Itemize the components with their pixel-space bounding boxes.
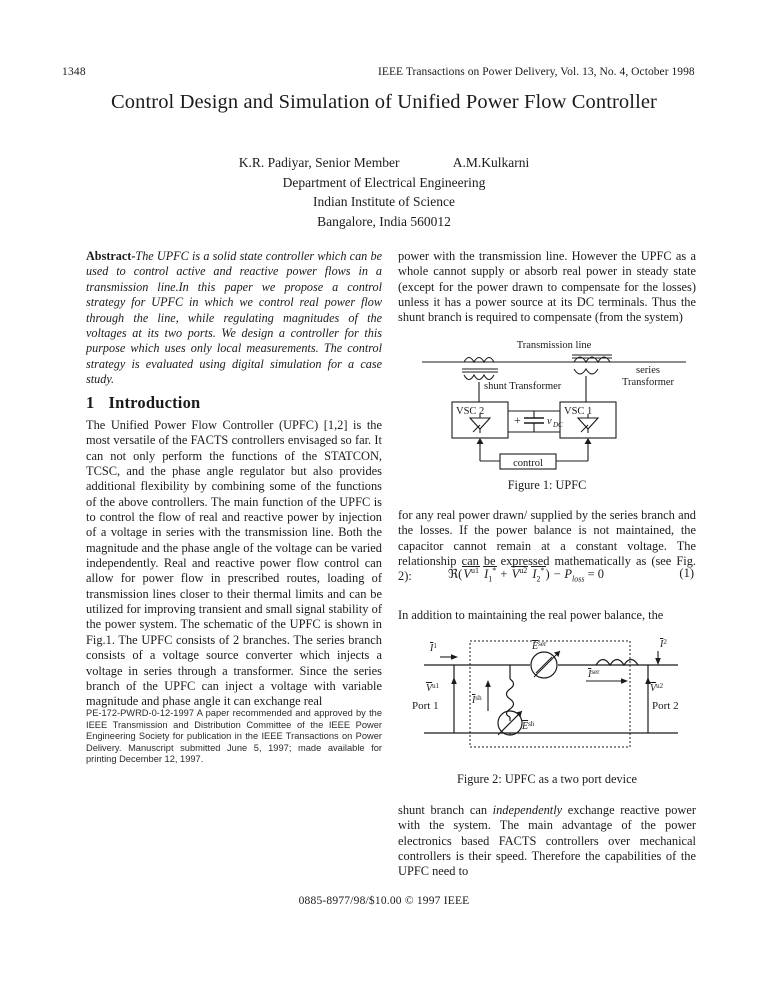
right-paragraph-4-part-a: shunt branch can [398, 803, 493, 817]
figure1-label-vsc2: VSC 2 [456, 406, 485, 417]
figure2-label-port1: Port 1 [412, 700, 439, 712]
eq-ploss-sub: loss [572, 574, 585, 584]
figure1-label-plus: + [514, 413, 521, 427]
equation-1-expression [448, 566, 604, 584]
abstract-label: Abstract- [86, 249, 136, 263]
figure1-label-transmission-line: Transmission line [516, 340, 592, 351]
author-institute: Indian Institute of Science [312, 194, 456, 209]
figure-1-caption: Figure 1: UPFC [507, 478, 587, 492]
author-location: Bangalore, India 560012 [317, 213, 451, 229]
author-names: K.R. Padiyar, Senior Member A.M.Kulkarni [238, 155, 530, 170]
eq-i2-sup: * [540, 566, 545, 575]
copyright-line: 0885-8977/98/$10.00 © 1997 IEEE [298, 895, 470, 907]
figure1-label-vsc1: VSC 1 [564, 406, 593, 417]
eq-real-part-open: ℜ( [448, 567, 463, 582]
eq-i1-sup: * [492, 566, 497, 575]
figure2-label-iser: $I^{ser}$ [588, 668, 600, 680]
section-heading-introduction [86, 393, 200, 413]
eq-close-paren: ) [545, 567, 550, 582]
figure-2-svg [410, 633, 696, 763]
equation-1-number: (1) [679, 566, 694, 580]
figure2-label-esh: $E^{sh}$ [522, 720, 535, 732]
figure1-label-vdc: v [547, 416, 552, 427]
right-paragraph-2: for any real power drawn/ supplied by the series branch and the losses. If the power balance is not maintained, the capacitor cannot remain at a constant voltage. The relationship can be expressed mathematically as (see Fig. 2): [398, 508, 696, 584]
abstract-block [86, 249, 382, 388]
right-paragraph-4 [398, 803, 696, 880]
figure1-label-vdc-sub: DC [553, 421, 563, 429]
eq-minus-ploss: − P [552, 567, 573, 582]
figure1-label-control: control [513, 458, 543, 469]
eq-v2: V [511, 567, 520, 582]
figure1-label-shunt-transformer: shunt Transformer [484, 381, 562, 392]
eq-v1-sup: u1 [470, 566, 479, 575]
figure2-label-i2: $I^2$ [660, 638, 667, 650]
eq-i1-sub: 1 [488, 574, 493, 584]
section-number: 1 [86, 393, 95, 412]
journal-citation: IEEE Transactions on Power Delivery, Vol. 13, No. 4, October 1998 [378, 66, 695, 78]
eq-v2-sup: u2 [519, 566, 528, 575]
figure2-label-ish: $I^{sh}$ [472, 694, 482, 706]
intro-paragraph: The Unified Power Flow Controller (UPFC) [1,2] is the most versatile of the FACTS controllers envisaged so far. It can not only perform the functions of the STATCON, TCSC, and the phase angle regulator but also provides additional flexibility by combining some of the functions of the above controllers. The main function of the UPFC is to control the flow of real and reactive power by injection of a voltage in series with the transmission line. Both the magnitude and the phase angle of the voltage can be varied independently. Real and reactive power flow control can allow for power flow in prescribed routes, loading of transmission lines closer to their thermal limits and can be utilized for improving transient and small signal stability of the power system. The schematic of the UPFC is shown in Fig.1. The UPFC consists of 2 branches. The series branch consists of a voltage source converter which injects a voltage in series through a transformer. Since the series branch of the UPFC can inject a voltage with variable magnitude and phase angle it can exchange real [86, 418, 382, 709]
figure2-label-i1: $I^1$ [430, 642, 437, 654]
figure-1-upfc-schematic [416, 336, 692, 476]
abstract-text: The UPFC is a solid state controller which can be used to control active and reactive power flows in a transmission line.In this paper we propose a control strategy for UPFC in which we control real power flow through the line, while regulating magnitudes of the voltages at its two ports. We design a controller for this purpose which uses only local measurements. The control strategy is evaluated using digital simulation for a case study. [86, 249, 382, 387]
figure1-label-series: series [636, 365, 660, 376]
right-paragraph-4-emphasis: independently [492, 803, 563, 817]
figure-2-two-port-device [410, 633, 696, 763]
right-paragraph-1: power with the transmission line. However the UPFC as a whole cannot supply or absorb real power in steady state (except for the power drawn to compensate for the losses) unless it has a power source at its DC terminals. Thus the shunt branch is required to compensate (from the system) [398, 249, 696, 325]
figure2-label-vu1: $V^{u1}$ [426, 682, 440, 694]
section-title: Introduction [108, 393, 201, 412]
figure2-label-port2: Port 2 [652, 700, 679, 712]
publication-footnote: PE-172-PWRD-0-12-1997 A paper recommended and approved by the IEEE Transmission and Distribution Committee of the IEEE Power Engineering Society for publication in the IEEE Transactions on Power Delivery. Manuscript submitted June 5, 1997; made available for printing December 12, 1997. [86, 708, 382, 765]
figure1-label-transformer: Transformer [621, 377, 675, 388]
right-paragraph-3: In addition to maintaining the real power balance, the [398, 608, 664, 622]
equation-1 [398, 566, 696, 588]
paper-title: Control Design and Simulation of Unified Power Flow Controller [111, 91, 657, 113]
figure-2-caption: Figure 2: UPFC as a two port device [457, 772, 637, 786]
figure2-label-vu2: $V^{u2}$ [650, 682, 664, 694]
eq-i2-sub: 2 [536, 574, 541, 584]
eq-i2: I [532, 567, 537, 582]
author-block [78, 153, 690, 231]
eq-equals-zero: = 0 [587, 567, 605, 582]
eq-i1: I [484, 567, 489, 582]
figure2-label-eser: $E^{ser}$ [532, 640, 547, 652]
right-paragraph-4-part-b: exchange reactive power with the system. The main advantage of the power electronics based FACTS controllers over mechanical controllers is their speed. Therefore the capabilities of the UPFC need to [398, 803, 696, 879]
page-number: 1348 [62, 66, 86, 78]
eq-v1: V [463, 567, 471, 582]
author-department: Department of Electrical Engineering [282, 174, 486, 190]
eq-plus: + [500, 567, 508, 582]
figure-1-svg [416, 336, 692, 476]
